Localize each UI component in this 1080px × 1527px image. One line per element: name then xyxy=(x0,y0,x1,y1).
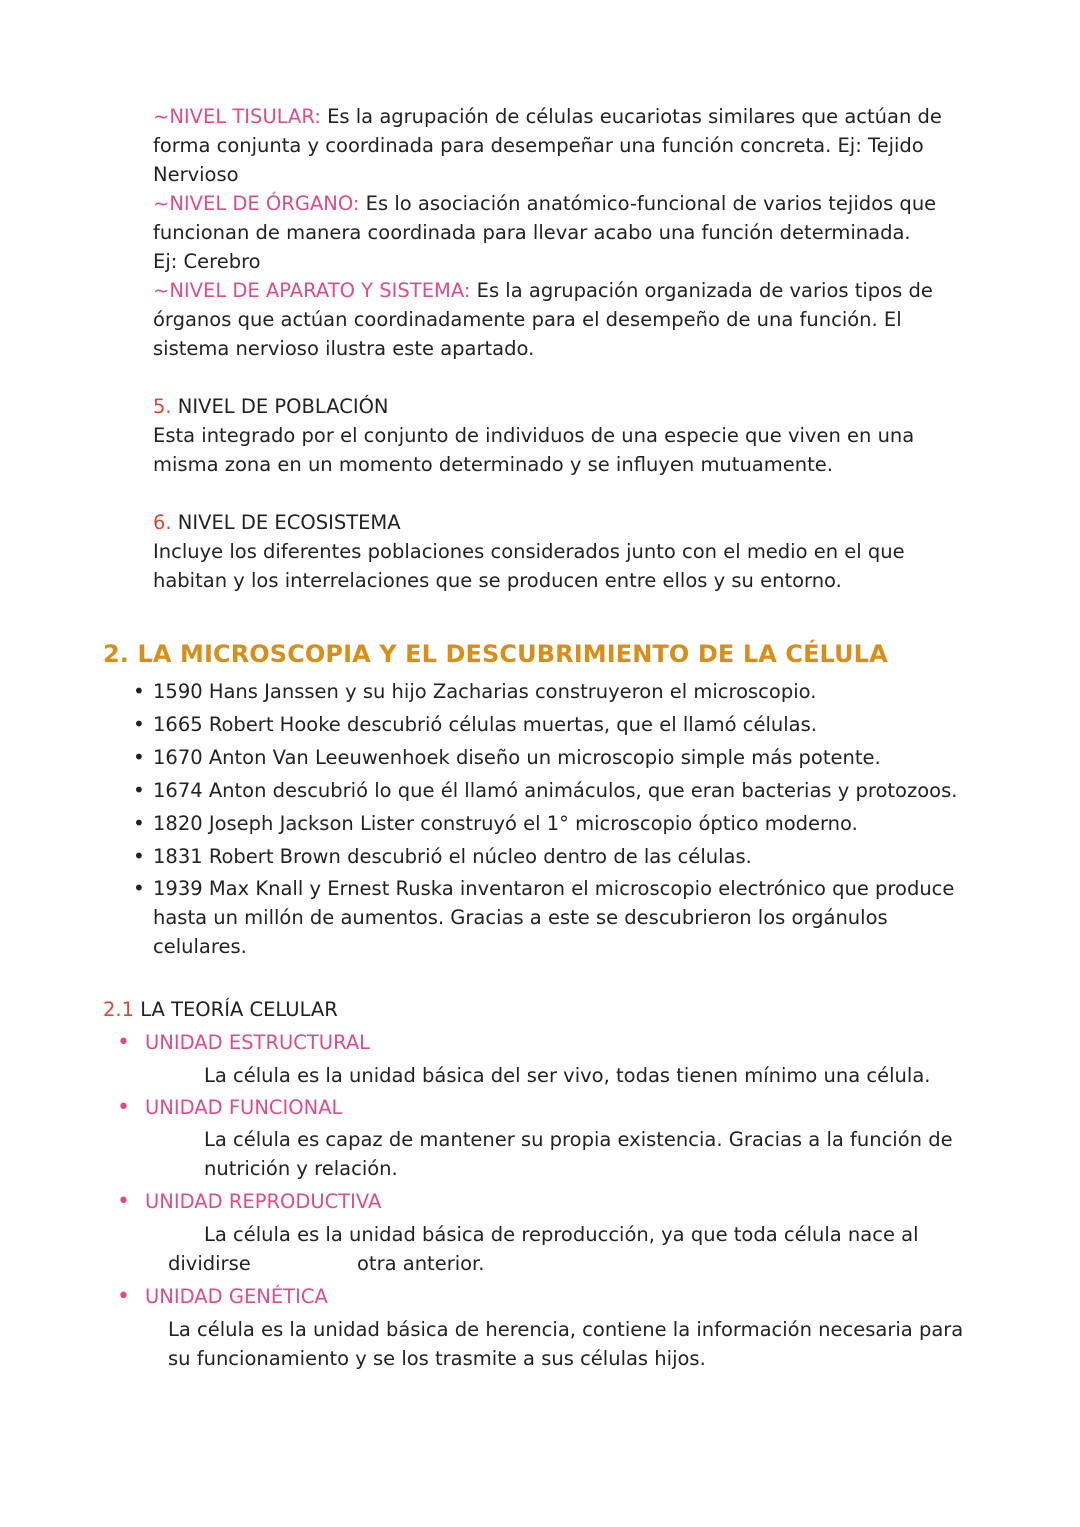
teoria-title-text: LA TEORÍA CELULAR xyxy=(134,998,338,1021)
list-item: 1590 Hans Janssen y su hijo Zacharias construyeron el microscopio. xyxy=(153,680,817,703)
bullet-icon: • xyxy=(117,1284,130,1309)
unidad-genetica-label: UNIDAD GENÉTICA xyxy=(145,1285,328,1308)
unidad-reproductiva-label: UNIDAD REPRODUCTIVA xyxy=(145,1190,382,1213)
bullet-icon: • xyxy=(133,778,145,802)
ecosistema-line-2: habitan y los interrelaciones que se producen entre ellos y su entorno. xyxy=(153,569,842,592)
unidad-genetica-line-2: su funcionamiento y se los trasmite a sus células hijos. xyxy=(168,1347,706,1370)
unidad-funcional-label: UNIDAD FUNCIONAL xyxy=(145,1096,343,1119)
teoria-celular-title xyxy=(103,995,338,1024)
nivel-tisular-line-3: Nervioso xyxy=(153,163,239,186)
nivel-organo-line-3: Ej: Cerebro xyxy=(153,250,261,273)
bullet-icon: • xyxy=(133,844,145,868)
unidad-estructural-label: UNIDAD ESTRUCTURAL xyxy=(145,1031,371,1054)
unidad-funcional-line-1: La célula es capaz de mantener su propia existencia. Gracias a la función de xyxy=(204,1128,953,1151)
bullet-icon: • xyxy=(117,1095,130,1120)
section-2-heading: 2. LA MICROSCOPIA Y EL DESCUBRIMIENTO DE LA CÉLULA xyxy=(103,640,888,668)
teoria-number: 2.1 xyxy=(103,998,135,1021)
list-item: 1670 Anton Van Leeuwenhoek diseño un microscopio simple más potente. xyxy=(153,746,881,769)
unidad-estructural-line-1: La célula es la unidad básica del ser vivo, todas tienen mínimo una célula. xyxy=(204,1064,931,1087)
nivel-organo-line-1 xyxy=(153,189,936,218)
bullet-icon: • xyxy=(133,745,145,769)
bullet-icon: • xyxy=(133,679,145,703)
nivel-tisular-label: ~NIVEL TISULAR: xyxy=(153,105,321,128)
unidad-funcional-line-2: nutrición y relación. xyxy=(204,1157,398,1180)
nivel-aparato-line-3: sistema nervioso ilustra este apartado. xyxy=(153,337,535,360)
ecosistema-number: 6. xyxy=(153,511,172,534)
nivel-aparato-label: ~NIVEL DE APARATO Y SISTEMA: xyxy=(153,279,471,302)
poblacion-line-1: Esta integrado por el conjunto de individuos de una especie que viven en una xyxy=(153,424,915,447)
poblacion-title xyxy=(153,392,389,421)
unidad-reproductiva-line-2a: dividirse xyxy=(168,1252,251,1275)
nivel-aparato-line-2: órganos que actúan coordinadamente para el desempeño de una función. El xyxy=(153,308,902,331)
bullet-icon: • xyxy=(133,712,145,736)
list-item: 1939 Max Knall y Ernest Ruska inventaron el microscopio electrónico que produce xyxy=(153,877,955,900)
nivel-organo-line-2: funcionan de manera coordinada para llevar acabo una función determinada. xyxy=(153,221,911,244)
bullet-icon: • xyxy=(117,1189,130,1214)
list-item-continuation: celulares. xyxy=(153,935,247,958)
poblacion-number: 5. xyxy=(153,395,172,418)
ecosistema-line-1: Incluye los diferentes poblaciones considerados junto con el medio en el que xyxy=(153,540,905,563)
ecosistema-title-text: NIVEL DE ECOSISTEMA xyxy=(171,511,401,534)
poblacion-line-2: misma zona en un momento determinado y se influyen mutuamente. xyxy=(153,453,833,476)
unidad-reproductiva-line-2b: otra anterior. xyxy=(357,1252,485,1275)
bullet-icon: • xyxy=(133,876,145,900)
list-item: 1674 Anton descubrió lo que él llamó animáculos, que eran bacterias y protozoos. xyxy=(153,779,958,802)
list-item: 1820 Joseph Jackson Lister construyó el 1° microscopio óptico moderno. xyxy=(153,812,858,835)
poblacion-title-text: NIVEL DE POBLACIÓN xyxy=(171,395,389,418)
unidad-reproductiva-line-1: La célula es la unidad básica de reproducción, ya que toda célula nace al xyxy=(204,1223,919,1246)
unidad-genetica-line-1: La célula es la unidad básica de herencia, contiene la información necesaria para xyxy=(168,1318,964,1341)
ecosistema-title xyxy=(153,508,401,537)
nivel-aparato-text: Es la agrupación organizada de varios tipos de xyxy=(470,279,933,302)
nivel-organo-label: ~NIVEL DE ÓRGANO: xyxy=(153,192,360,215)
nivel-organo-text: Es lo asociación anatómico-funcional de varios tejidos que xyxy=(359,192,937,215)
bullet-icon: • xyxy=(117,1030,130,1055)
nivel-tisular-line-1 xyxy=(153,102,942,131)
list-item: 1831 Robert Brown descubrió el núcleo dentro de las células. xyxy=(153,845,752,868)
list-item: 1665 Robert Hooke descubrió células muertas, que el llamó células. xyxy=(153,713,817,736)
nivel-tisular-text: Es la agrupación de células eucariotas similares que actúan de xyxy=(320,105,942,128)
bullet-icon: • xyxy=(133,811,145,835)
nivel-aparato-line-1 xyxy=(153,276,933,305)
nivel-tisular-line-2: forma conjunta y coordinada para desempeñar una función concreta. Ej: Tejido xyxy=(153,134,924,157)
list-item-continuation: hasta un millón de aumentos. Gracias a este se descubrieron los orgánulos xyxy=(153,906,888,929)
